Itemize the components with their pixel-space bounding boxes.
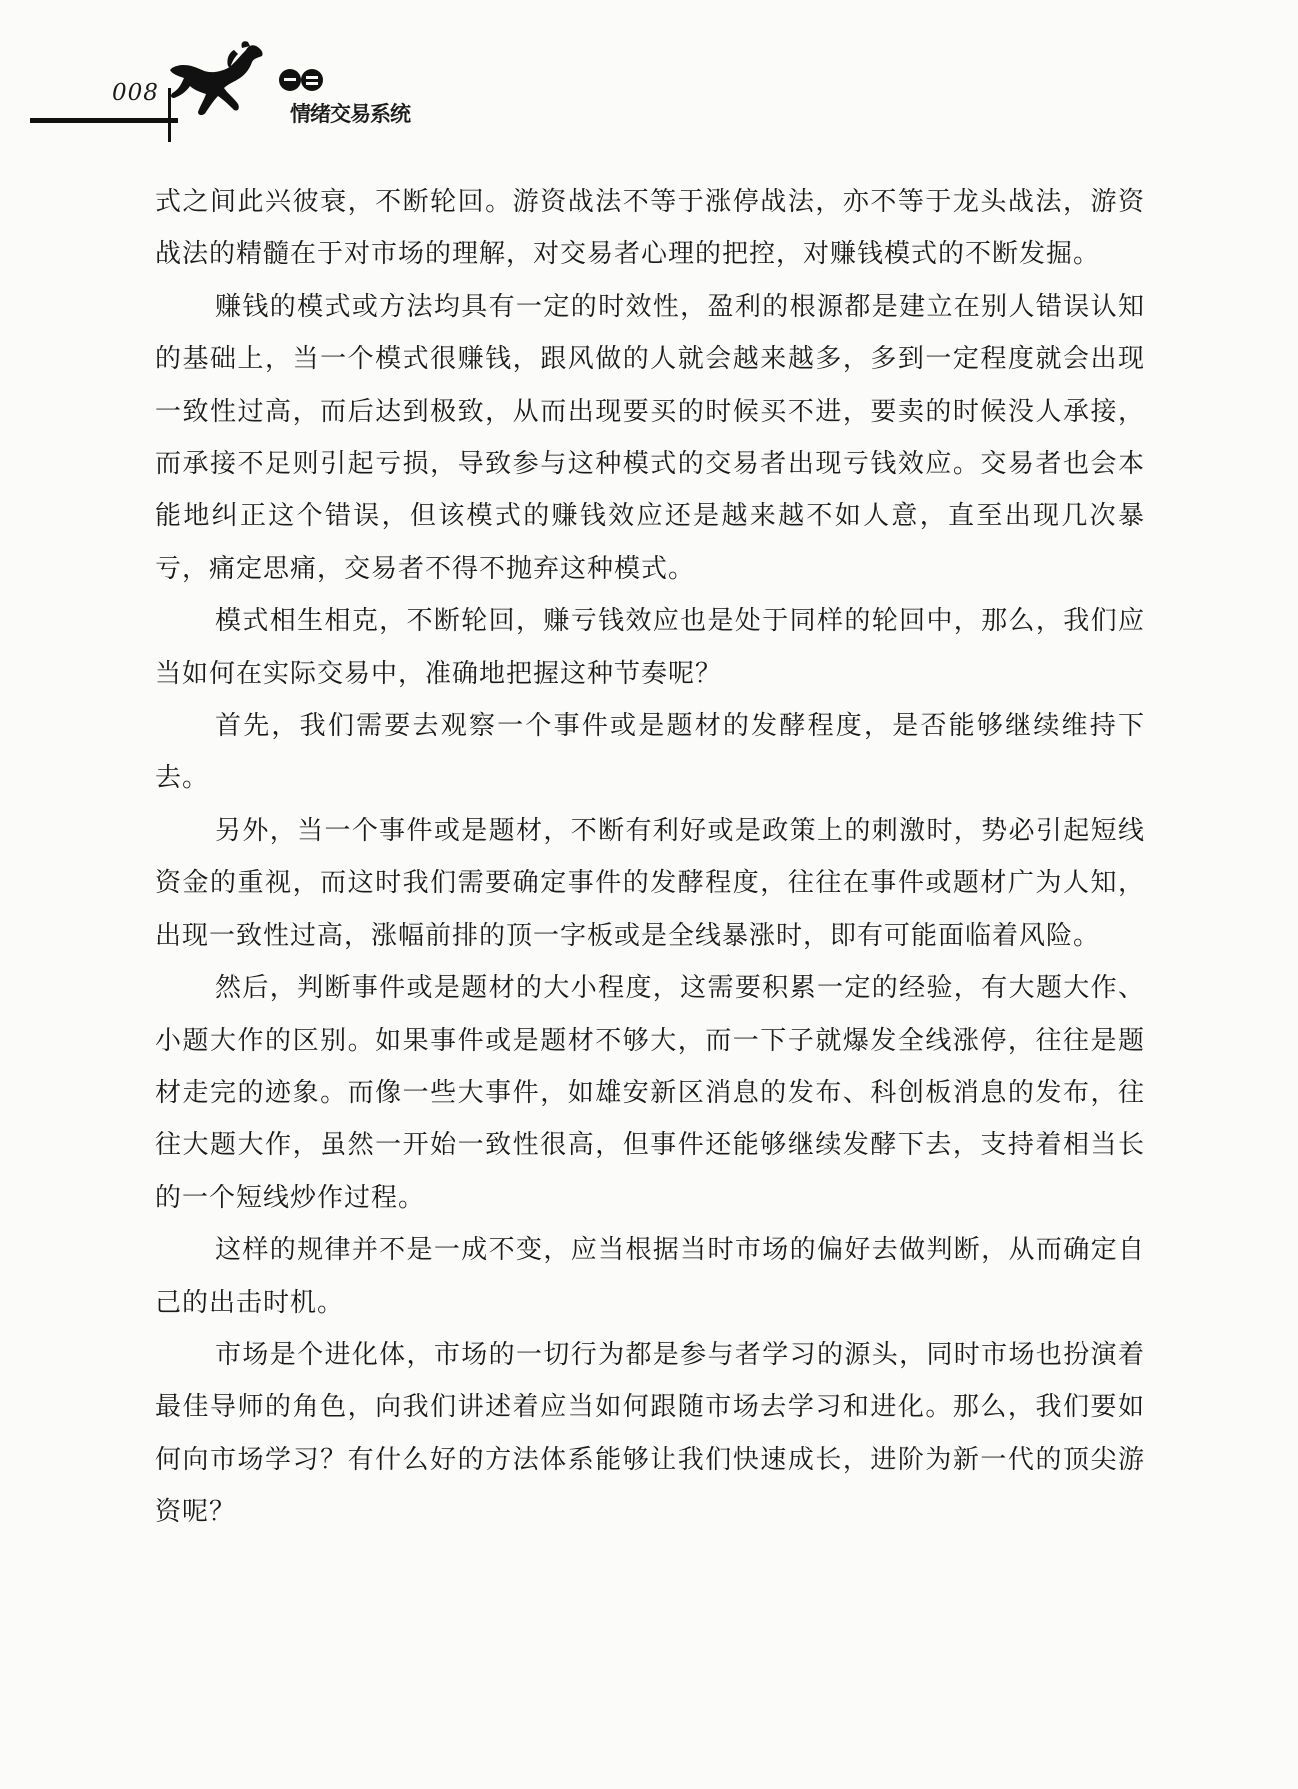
header-rule bbox=[30, 118, 178, 123]
paragraph: 首先，我们需要去观察一个事件或是题材的发酵程度，是否能够继续维持下去。 bbox=[155, 711, 1145, 794]
running-horse-icon bbox=[168, 40, 270, 122]
page-body bbox=[155, 176, 1145, 1539]
paragraph: 赚钱的模式或方法均具有一定的时效性，盈利的根源都是建立在别人错误认知的基础上，当一个模式很赚钱，跟风做的人就会越来越多，多到一定程度就会出现一致性过高，而后达到极致，从而出现要买的时候买不进，要卖的时候没人承接，而承接不足则引起亏损，导致参与这种模式的交易者出现亏钱效应。交易者也会本能地纠正这个错误，但该模式的赚钱效应还是越来越不如人意，直至出现几次暴亏，痛定思痛，交易者不得不抛弃这种模式。 bbox=[155, 291, 1145, 584]
paragraph: 另外，当一个事件或是题材，不断有利好或是政策上的刺激时，势必引起短线资金的重视，而这时我们需要确定事件的发酵程度，往往在事件或题材广为人知，出现一致性过高，涨幅前排的顶一字板或是全线暴涨时，即有可能面临着风险。 bbox=[155, 815, 1145, 951]
series-badge-icon bbox=[278, 68, 324, 92]
page-number: 008 bbox=[112, 80, 159, 106]
page-header bbox=[0, 0, 1298, 150]
paragraph: 模式相生相克，不断轮回，赚亏钱效应也是处于同样的轮回中，那么，我们应当如何在实际交易中，准确地把握这种节奏呢？ bbox=[155, 606, 1145, 689]
paragraph: 式之间此兴彼衰，不断轮回。游资战法不等于涨停战法，亦不等于龙头战法，游资战法的精髓在于对市场的理解，对交易者心理的把控，对赚钱模式的不断发掘。 bbox=[155, 187, 1145, 270]
paragraph: 市场是个进化体，市场的一切行为都是参与者学习的源头，同时市场也扮演着最佳导师的角色，向我们讲述着应当如何跟随市场去学习和进化。那么，我们要如何向市场学习？有什么好的方法体系能够让我们快速成长，进阶为新一代的顶尖游资呢？ bbox=[155, 1339, 1145, 1528]
paragraph: 这样的规律并不是一成不变，应当根据当时市场的偏好去做判断，从而确定自己的出击时机。 bbox=[155, 1235, 1145, 1318]
paragraph: 然后，判断事件或是题材的大小程度，这需要积累一定的经验，有大题大作、小题大作的区别。如果事件或是题材不够大，而一下子就爆发全线涨停，往往是题材走完的迹象。而像一些大事件，如雄安新区消息的发布、科创板消息的发布，往往大题大作，虽然一开始一致性很高，但事件还能够继续发酵下去，支持着相当长的一个短线炒作过程。 bbox=[155, 973, 1145, 1213]
series-title: 情绪交易系统 bbox=[290, 102, 410, 126]
